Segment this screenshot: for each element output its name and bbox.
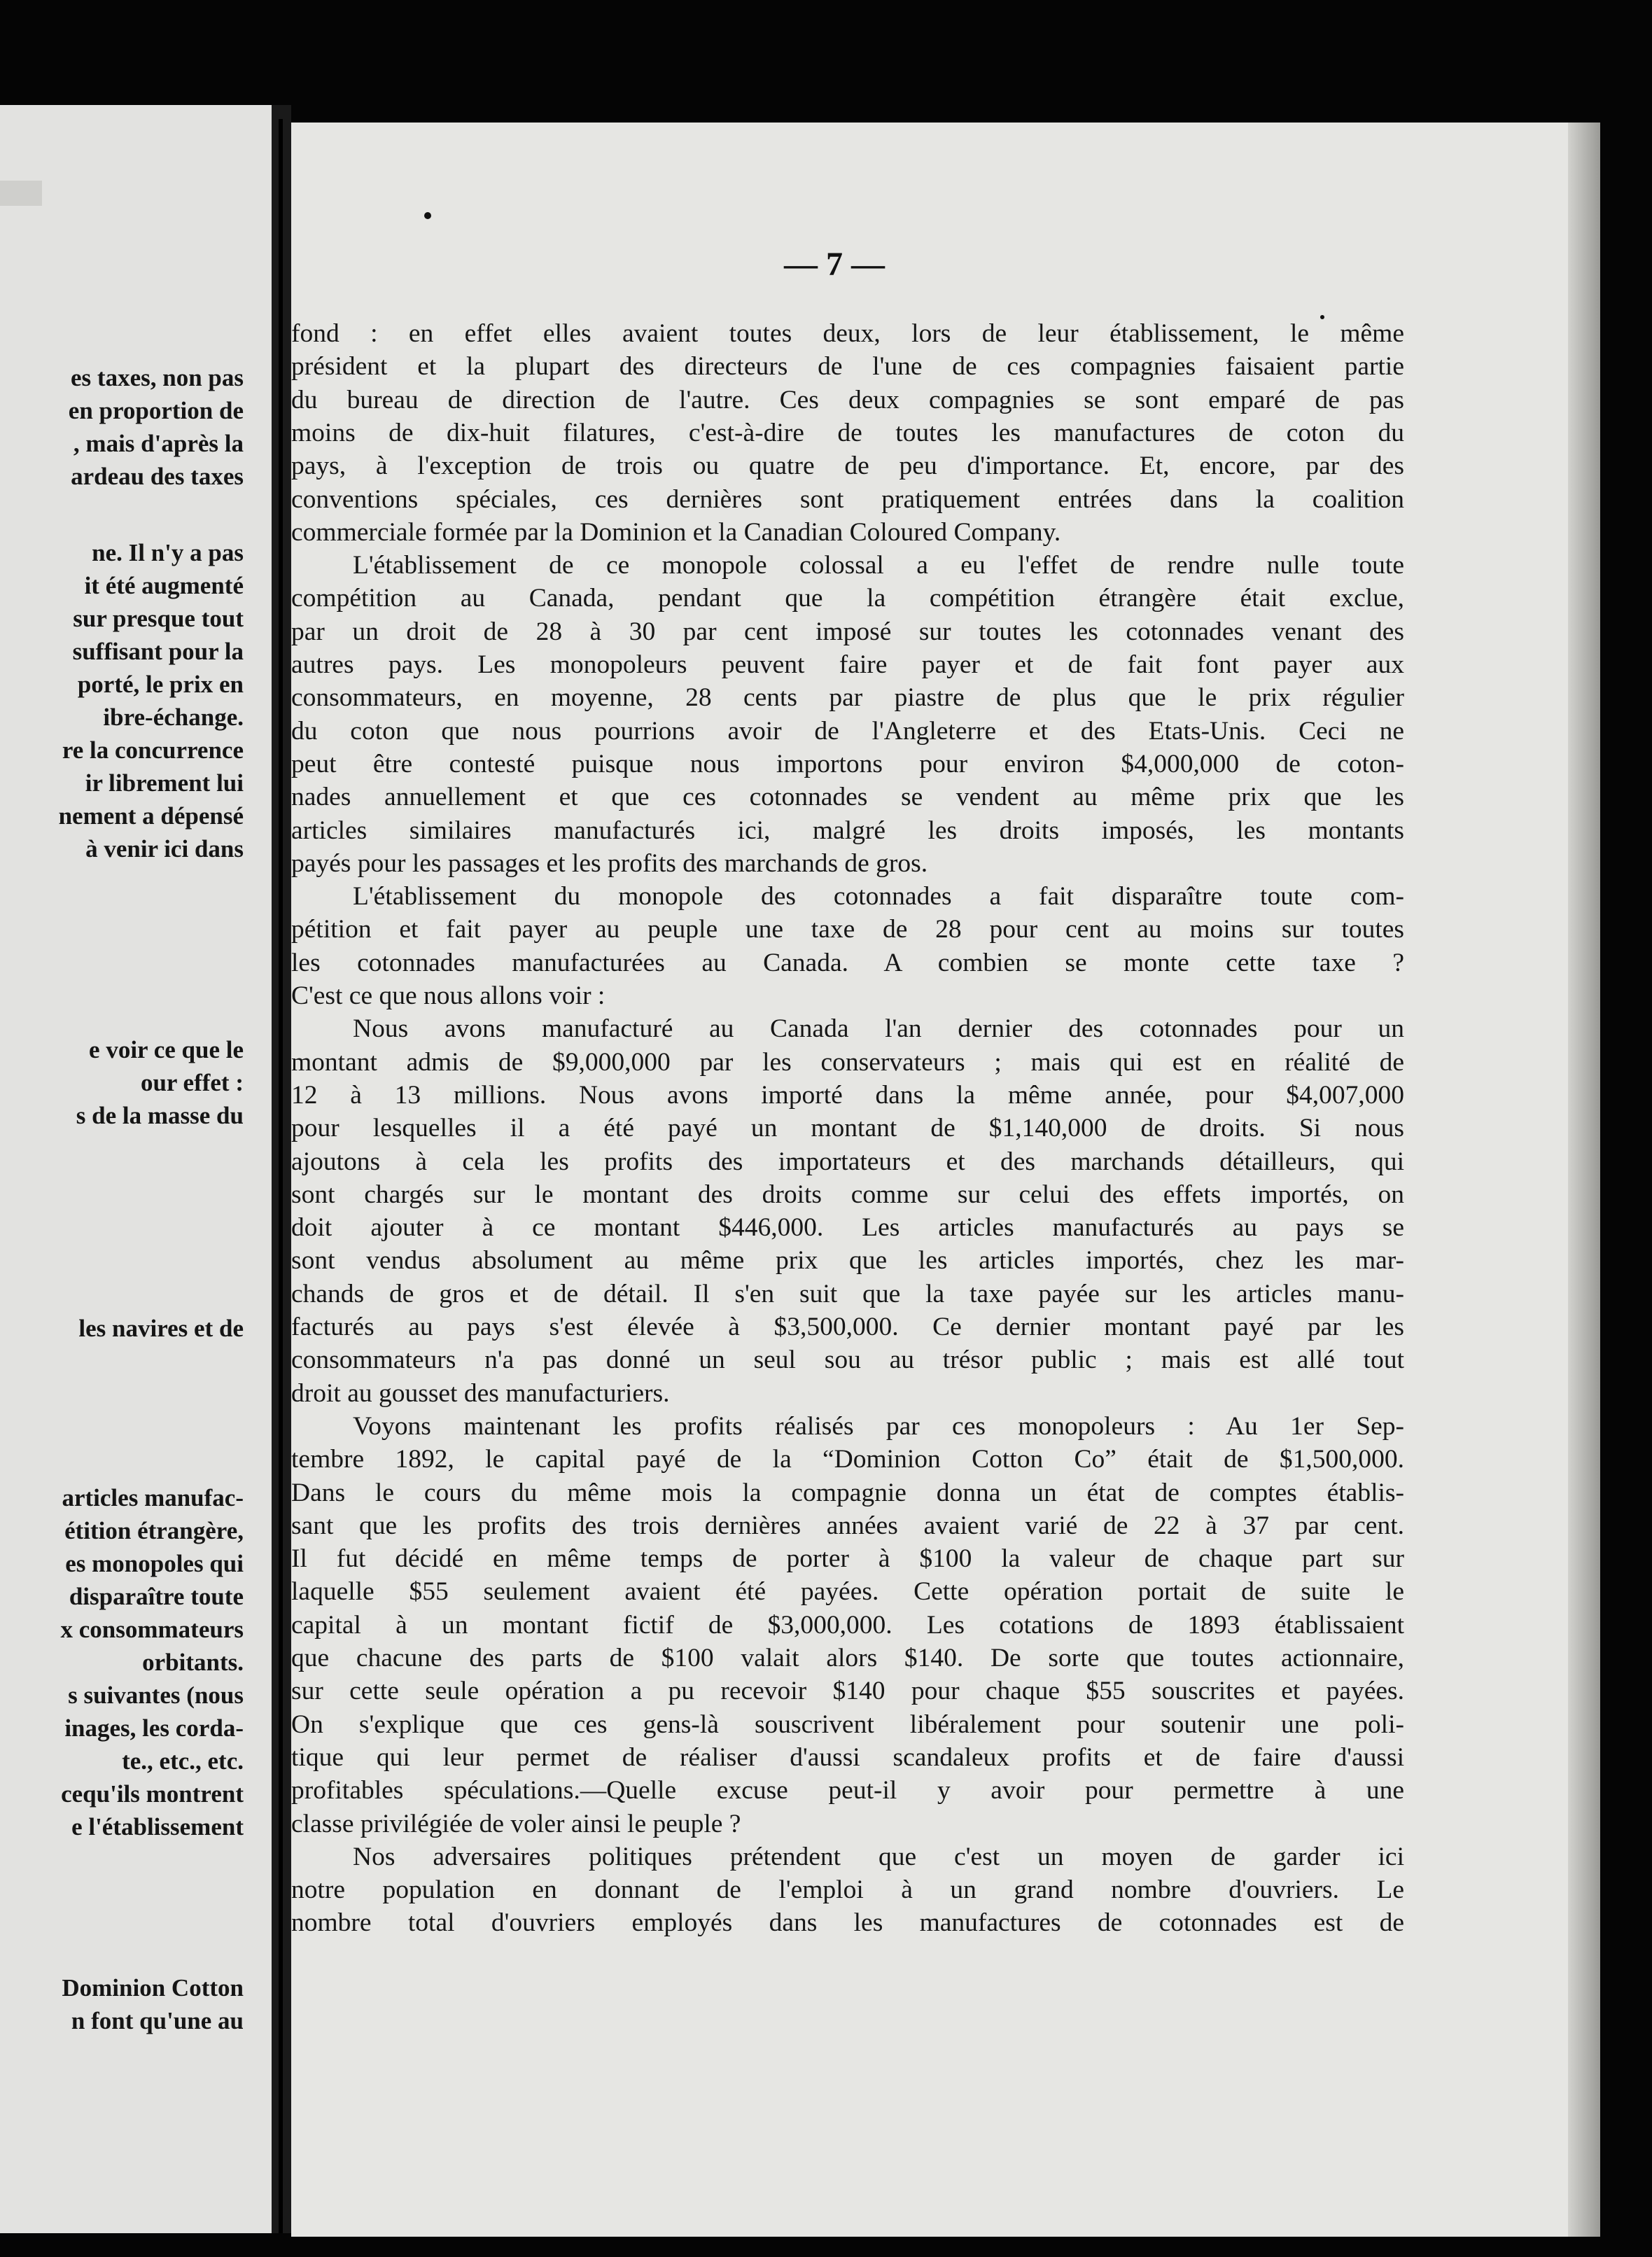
left-text-line: s de la masse du bbox=[76, 1102, 244, 1129]
body-text-line: consommateurs n'a pas donné un seul sou au trésor public ; mais est allé tout bbox=[291, 1346, 1404, 1375]
left-text-line: our effet : bbox=[140, 1069, 244, 1096]
left-text-line: e voir ce que le bbox=[89, 1036, 244, 1063]
body-text-line: fond : en effet elles avaient toutes deux, lors de leur établissement, le même bbox=[291, 319, 1404, 348]
body-text-line: compétition au Canada, pendant que la compétition étrangère était exclue, bbox=[291, 584, 1404, 613]
body-text-line: Voyons maintenant les profits réalisés par ces monopoleurs : Au 1er Sep- bbox=[353, 1411, 1404, 1441]
left-text-line: les navires et de bbox=[78, 1315, 244, 1342]
left-text-line: cequ'ils montrent bbox=[61, 1780, 244, 1808]
left-text-line: e l'établissement bbox=[71, 1813, 244, 1840]
left-text-line: ardeau des taxes bbox=[71, 463, 244, 490]
body-text-line: L'établissement de ce monopole colossal a eu l'effet de rendre nulle toute bbox=[353, 551, 1404, 580]
body-text-line: moins de dix-huit filatures, c'est-à-dire de toutes les manufactures de coton du bbox=[291, 418, 1404, 447]
left-text-line: te., etc., etc. bbox=[122, 1747, 244, 1775]
body-text-line: droit au gousset des manufacturiers. bbox=[291, 1378, 670, 1408]
left-text-line: ibre-échange. bbox=[103, 704, 244, 731]
body-text-line: sur cette seule opération a pu recevoir $140 pour chaque $55 souscrites et payées. bbox=[291, 1677, 1404, 1706]
page-scrap bbox=[0, 181, 42, 206]
body-text-line: pétition et fait payer au peuple une taxe de 28 pour cent au moins sur toutes bbox=[291, 915, 1404, 944]
left-text-line: ir librement lui bbox=[85, 769, 244, 797]
left-text-line: orbitants. bbox=[142, 1649, 244, 1676]
left-text-line: sur presque tout bbox=[73, 605, 244, 632]
page-edge bbox=[1568, 123, 1600, 2237]
left-page-fragment bbox=[0, 105, 272, 2233]
body-text-line: nades annuellement et que ces cotonnades se vendent au même prix que les bbox=[291, 783, 1404, 812]
body-text-line: payés pour les passages et les profits des marchands de gros. bbox=[291, 848, 928, 878]
right-page bbox=[291, 123, 1600, 2237]
body-text-line: que chacune des parts de $100 valait alors $140. De sorte que toutes actionnaire, bbox=[291, 1644, 1404, 1672]
body-text-line: tique qui leur permet de réaliser d'aussi scandaleux profits et de faire d'aussi bbox=[291, 1742, 1404, 1772]
body-text-line: chands de gros et de détail. Il s'en suit que la taxe payée sur les articles manu- bbox=[291, 1279, 1404, 1308]
body-text-line: pour lesquelles il a été payé un montant de $1,140,000 de droits. Si nous bbox=[291, 1114, 1404, 1143]
body-text-line: On s'explique que ces gens-là souscrivent libéralement pour soutenir une poli- bbox=[291, 1710, 1404, 1739]
body-text-line: sont chargés sur le montant des droits comme sur celui des effets importés, on bbox=[291, 1180, 1404, 1209]
body-text-line: 12 à 13 millions. Nous avons importé dans la même année, pour $4,007,000 bbox=[291, 1080, 1404, 1110]
body-text-line: peut être contesté puisque nous importons pour environ $4,000,000 de coton- bbox=[291, 749, 1404, 778]
body-text-line: commerciale formée par la Dominion et la Canadian Coloured Company. bbox=[291, 517, 1061, 547]
left-text-line: à venir ici dans bbox=[85, 835, 244, 862]
body-text-line: du coton que nous pourrions avoir de l'Angleterre et des Etats-Unis. Ceci ne bbox=[291, 716, 1404, 746]
left-text-line: nement a dépensé bbox=[58, 802, 244, 830]
body-text-line: président et la plupart des directeurs de l'une de ces compagnies faisaient partie bbox=[291, 352, 1404, 382]
left-text-line: étition étrangère, bbox=[64, 1517, 244, 1544]
body-text-line: conventions spéciales, ces dernières sont pratiquement entrées dans la coalition bbox=[291, 484, 1404, 514]
body-text-line: montant admis de $9,000,000 par les conservateurs ; mais qui est en réalité de bbox=[291, 1047, 1404, 1077]
body-text-line: Nos adversaires politiques prétendent que c'est un moyen de garder ici bbox=[353, 1842, 1404, 1871]
body-text-line: capital à un montant fictif de $3,000,000. Les cotations de 1893 établissaient bbox=[291, 1610, 1404, 1640]
left-text-line: es monopoles qui bbox=[65, 1550, 244, 1577]
left-text-line: s suivantes (nous bbox=[68, 1682, 244, 1709]
body-text-line: les cotonnades manufacturées au Canada. A combien se monte cette taxe ? bbox=[291, 948, 1404, 977]
left-text-line: ne. Il n'y a pas bbox=[92, 539, 244, 566]
body-text-line: sont vendus absolument au même prix que les articles importés, chez les mar- bbox=[291, 1246, 1404, 1276]
body-text-line: profitables spéculations.—Quelle excuse peut-il y avoir pour permettre à une bbox=[291, 1776, 1404, 1805]
left-text-line: disparaître toute bbox=[69, 1583, 244, 1610]
body-text-line: tembre 1892, le capital payé de la “Dominion Cotton Co” était de $1,500,000. bbox=[291, 1445, 1404, 1474]
body-text-line: Il fut décidé en même temps de porter à $100 la valeur de chaque part sur bbox=[291, 1544, 1404, 1574]
body-text-line: sant que les profits des trois dernières années avaient varié de 22 à 37 par cent. bbox=[291, 1511, 1404, 1540]
body-text-line: pays, à l'exception de trois ou quatre de peu d'importance. Et, encore, par des bbox=[291, 452, 1404, 481]
body-text-line: L'établissement du monopole des cotonnades a fait disparaître toute com- bbox=[353, 882, 1404, 911]
body-text-line: consommateurs, en moyenne, 28 cents par piastre de plus que le prix régulier bbox=[291, 683, 1404, 713]
body-text-line: Dans le cours du même mois la compagnie donna un état de comptes établis- bbox=[291, 1478, 1404, 1507]
left-text-line: x consommateurs bbox=[60, 1616, 244, 1643]
body-text-line: Nous avons manufacturé au Canada l'an dernier des cotonnades pour un bbox=[353, 1014, 1404, 1044]
body-text-line: nombre total d'ouvriers employés dans les manufactures de cotonnades est de bbox=[291, 1908, 1404, 1938]
body-text-line: notre population en donnant de l'emploi à un grand nombre d'ouvriers. Le bbox=[291, 1875, 1404, 1905]
body-text-line: doit ajouter à ce montant $446,000. Les articles manufacturés au pays se bbox=[291, 1213, 1404, 1243]
left-text-line: n font qu'une au bbox=[71, 2007, 244, 2034]
left-text-line: , mais d'après la bbox=[73, 430, 244, 457]
body-text-line: laquelle $55 seulement avaient été payées. Cette opération portait de suite le bbox=[291, 1577, 1404, 1607]
body-text-line: facturés au pays s'est élevée à $3,500,000. Ce dernier montant payé par les bbox=[291, 1313, 1404, 1341]
body-text-line: articles similaires manufacturés ici, malgré les droits imposés, les montants bbox=[291, 816, 1404, 845]
left-text-line: inages, les corda- bbox=[64, 1714, 244, 1742]
body-text-line: classe privilégiée de voler ainsi le peuple ? bbox=[291, 1809, 741, 1838]
body-text-line: par un droit de 28 à 30 par cent imposé sur toutes les cotonnades venant des bbox=[291, 617, 1404, 646]
body-text-line: ajoutons à cela les profits des importateurs et des marchands détailleurs, qui bbox=[291, 1147, 1404, 1176]
body-text-line: autres pays. Les monopoleurs peuvent faire payer et de fait font payer aux bbox=[291, 650, 1404, 679]
left-text-line: en proportion de bbox=[68, 397, 244, 424]
body-text-line: C'est ce que nous allons voir : bbox=[291, 981, 606, 1010]
left-text-line: porté, le prix en bbox=[77, 671, 244, 698]
left-text-line: it été augmenté bbox=[84, 572, 244, 599]
left-text-line: articles manufac- bbox=[62, 1484, 244, 1511]
body-text-line: du bureau de direction de l'autre. Ces deux compagnies se sont emparé de pas bbox=[291, 385, 1404, 414]
left-text-line: re la concurrence bbox=[62, 736, 244, 764]
left-text-line: Dominion Cotton bbox=[62, 1974, 244, 2001]
page-number: — 7 — bbox=[784, 246, 885, 283]
binding-line bbox=[279, 119, 283, 2233]
ink-speck bbox=[424, 212, 431, 219]
left-text-line: es taxes, non pas bbox=[71, 364, 244, 391]
left-text-line: suffisant pour la bbox=[72, 638, 244, 665]
